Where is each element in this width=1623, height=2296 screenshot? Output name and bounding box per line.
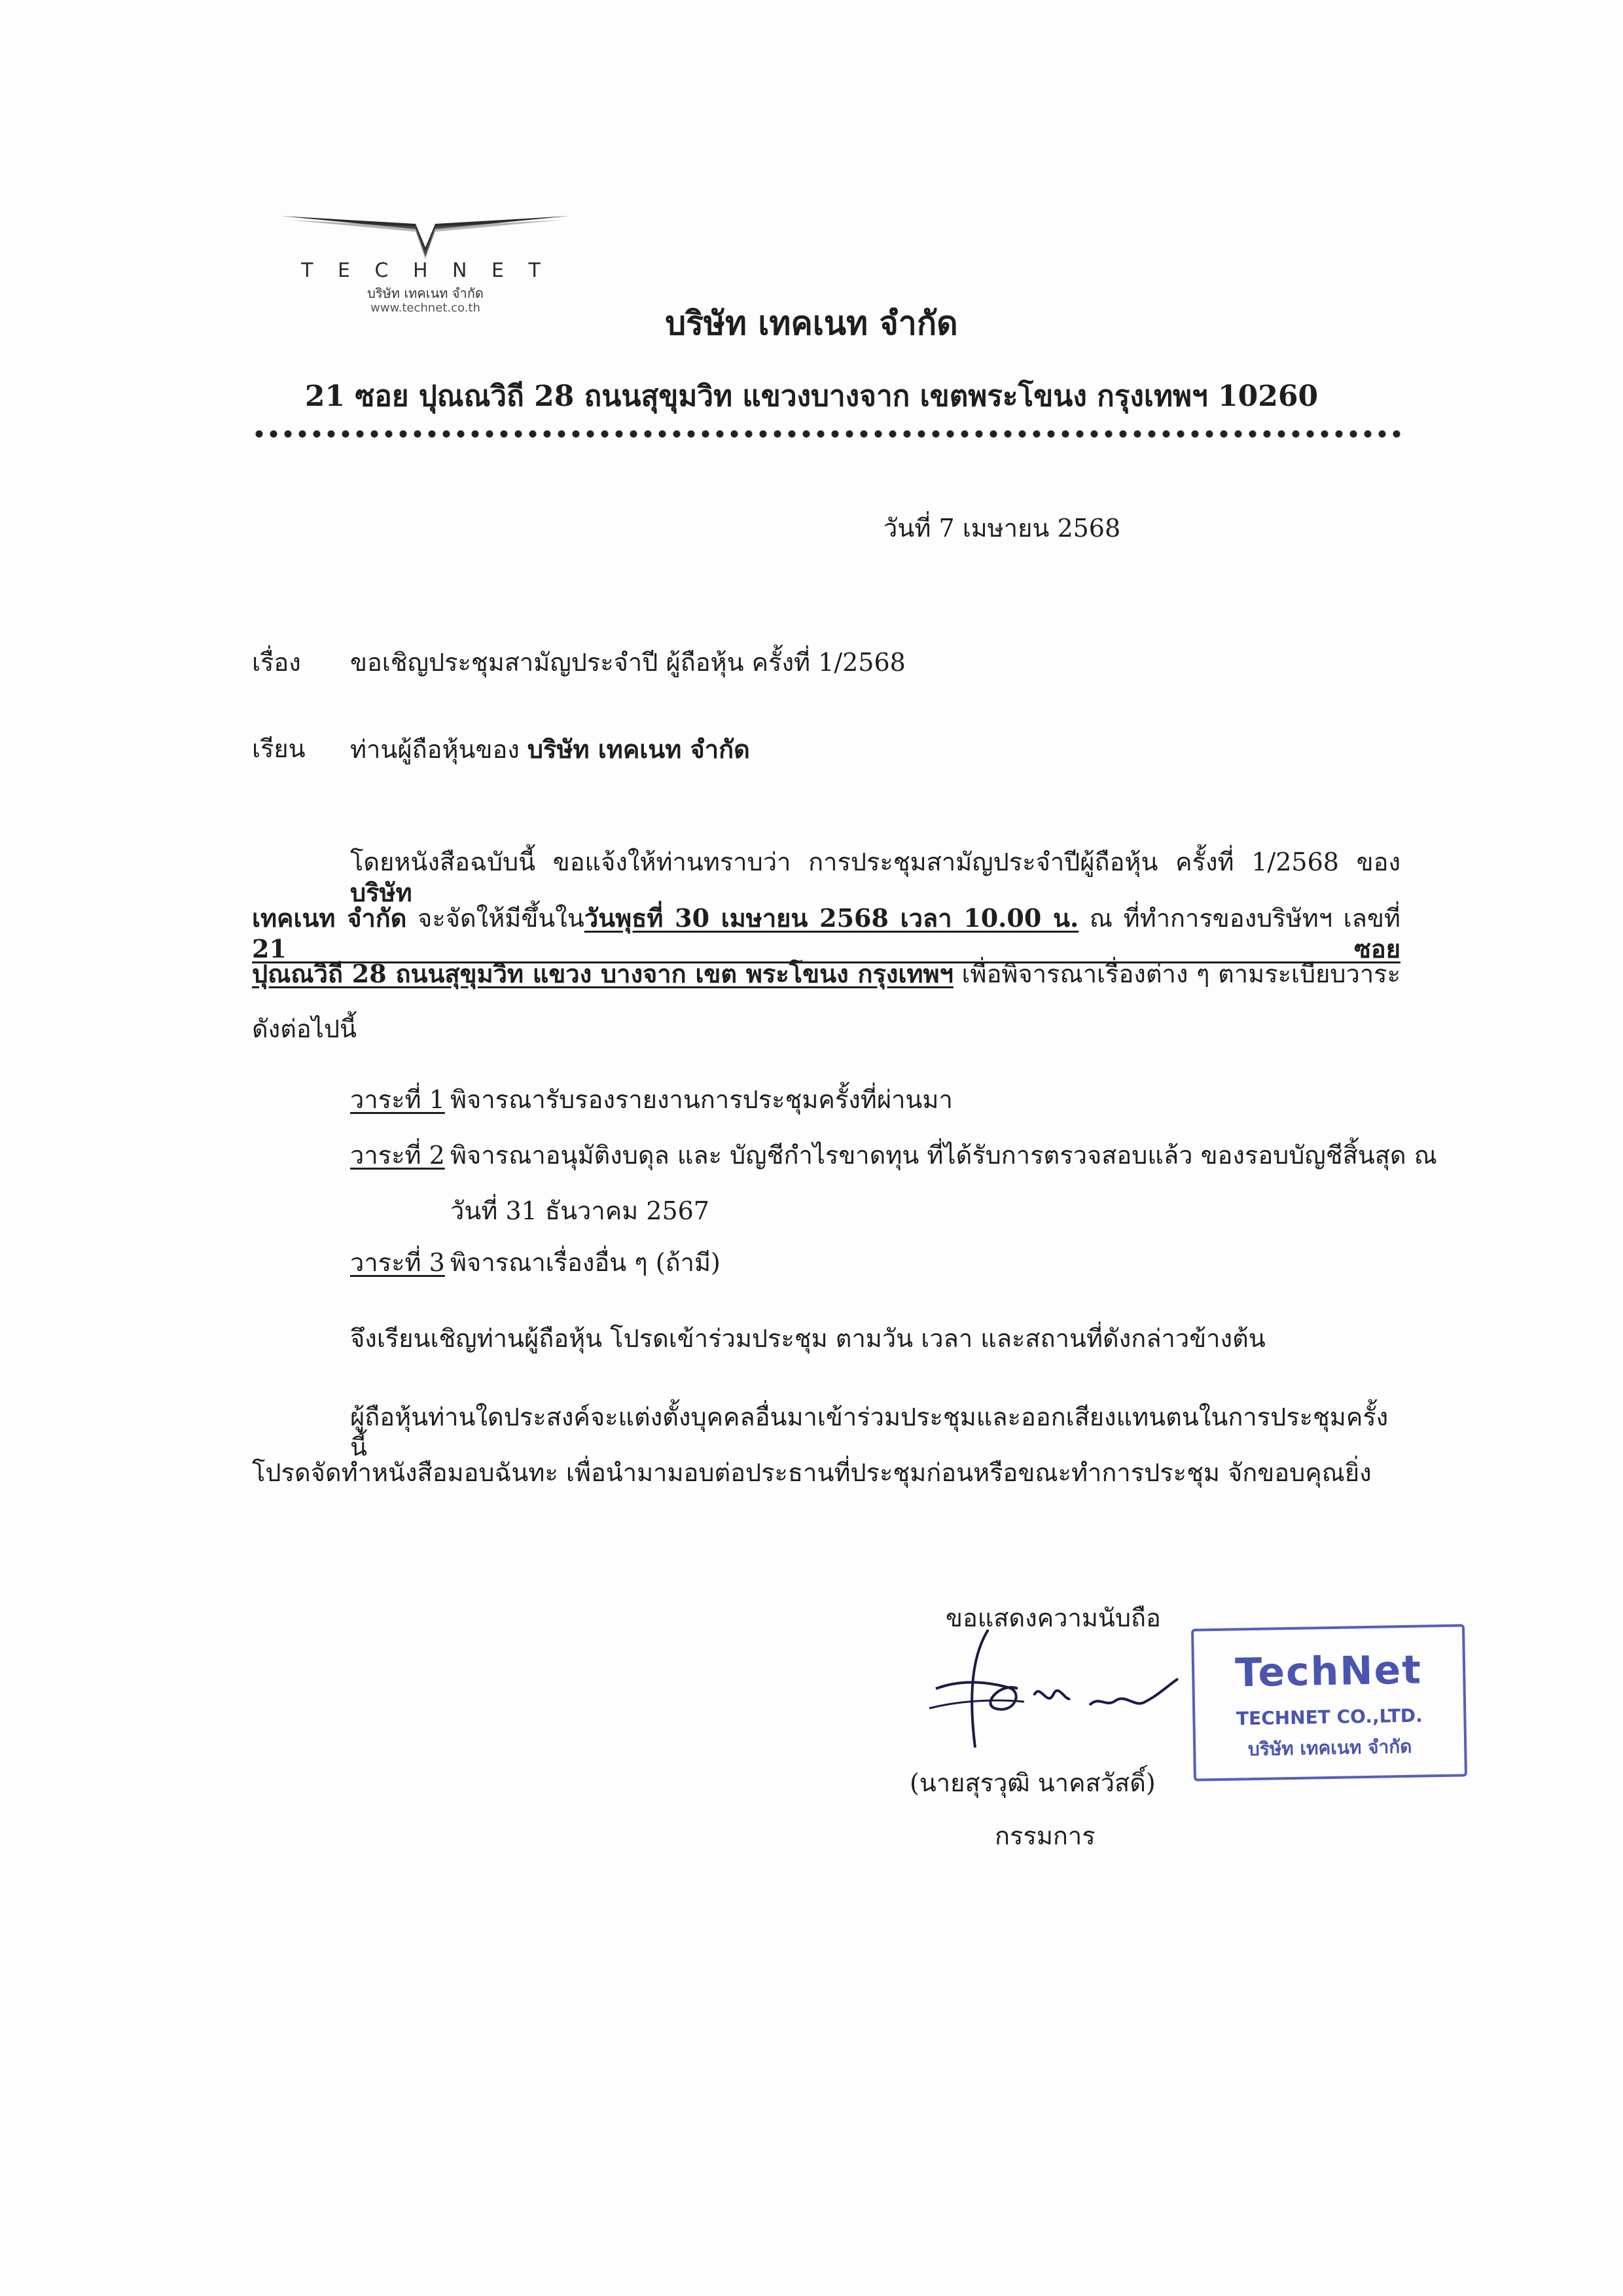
company-address: 21 ซอย ปุณณวิถี 28 ถนนสุขุมวิท แขวงบางจาก เขตพระโขนง กรุงเทพฯ 10260 [304, 380, 1319, 413]
p1-l3-after: เพื่อพิจารณาเรื่องต่าง ๆ ตามระเบียบวาระ [953, 960, 1401, 988]
logo-wordmark: T E C H N E T [301, 259, 550, 282]
document-date: วันที่ 7 เมษายน 2568 [883, 514, 1121, 543]
p1-l3-address: ปุณณวิถี 28 ถนนสุขุมวิท แขวง บางจาก เขต พระโขนง กรุงเทพฯ [252, 959, 954, 988]
stamp-company-th: บริษัท เทคเนท จำกัด [1247, 1735, 1412, 1761]
agenda-2-label: วาระที่ 2 [350, 1141, 445, 1170]
p1-l2-mid: จะจัดให้มีขึ้นใน [406, 904, 584, 933]
proxy-paragraph-line1: ผู้ถือหุ้นท่านใดประสงค์จะแต่งตั้งบุคคลอื่นมาเข้าร่วมประชุมและออกเสียงแทนตนในการประชุมครั้งนี้ [350, 1403, 1389, 1462]
logo-wing-icon [275, 209, 576, 262]
handwritten-signature [910, 1617, 1198, 1767]
regards: ขอแสดงความนับถือ [946, 1604, 1161, 1632]
subject-text: ขอเชิญประชุมสามัญประจำปี ผู้ถือหุ้น ครั้งที่ 1/2568 [350, 648, 906, 677]
recipient-label: เรียน [252, 734, 306, 763]
recipient-company: บริษัท เทคเนท จำกัด [527, 734, 750, 764]
recipient-text [350, 734, 750, 765]
closing-invitation: จึงเรียนเชิญท่านผู้ถือหุ้น โปรดเข้าร่วมประชุม ตามวัน เวลา และสถานที่ดังกล่าวข้างต้น [350, 1324, 1266, 1353]
agenda-3-label: วาระที่ 3 [350, 1248, 445, 1277]
stamp-logo: TechNet [1234, 1647, 1423, 1696]
stamp-company-en: TECHNET CO.,LTD. [1236, 1704, 1423, 1730]
logo-company-thai: บริษัท เทคเนท จำกัด [367, 285, 484, 301]
agenda-2-continuation: วันที่ 31 ธันวาคม 2567 [450, 1196, 709, 1225]
company-name: บริษัท เทคเนท จำกัด [665, 304, 958, 342]
agenda-1-text: พิจารณารับรองรายงานการประชุมครั้งที่ผ่านมา [450, 1085, 953, 1114]
dotted-divider [252, 429, 1400, 439]
agenda-3-text: พิจารณาเรื่องอื่น ๆ (ถ้ามี) [450, 1248, 721, 1277]
company-stamp [1191, 1624, 1467, 1781]
signer-name: (นายสุรวุฒิ นาคสวัสดิ์) [910, 1768, 1156, 1797]
meeting-datetime: วันพุธที่ 30 เมษายน 2568 เวลา 10.00 น. [584, 903, 1079, 933]
agenda-2-text: พิจารณาอนุมัติงบดุล และ บัญชีกำไรขาดทุน ที่ได้รับการตรวจสอบแล้ว ของรอบบัญชีสิ้นสุด ณ [450, 1141, 1437, 1170]
signer-position: กรรมการ [995, 1821, 1096, 1850]
p1-l1-bold: บริษัท [350, 877, 412, 907]
paragraph1-line2 [252, 903, 1400, 964]
paragraph1-line4: ดังต่อไปนี้ [252, 1014, 357, 1043]
proxy-paragraph-line2: โปรดจัดทำหนังสือมอบฉันทะ เพื่อนำมามอบต่อประธานที่ประชุมก่อนหรือขณะทำการประชุม จักขอบคุณยิ่ง [252, 1458, 1372, 1487]
p1-l2-company: เทคเนท จำกัด [252, 903, 407, 933]
logo-website: www.technet.co.th [370, 301, 480, 315]
recipient-prefix: ท่านผู้ถือหุ้นของ [350, 735, 527, 764]
paragraph1-line1 [350, 848, 1400, 908]
subject-label: เรื่อง [252, 648, 301, 677]
p1-l2-after: ณ ที่ทำการของบริษัทฯ เลขที่ [1079, 904, 1400, 933]
paragraph1-line3 [252, 959, 1400, 990]
p1-l2-address: 21 ซอย [252, 933, 1400, 963]
p1-l1-prefix: โดยหนังสือฉบับนี้ ขอแจ้งให้ท่านทราบว่า การประชุมสามัญประจำปีผู้ถือหุ้น ครั้งที่ 1/2568 ของ [350, 848, 1400, 876]
agenda-1-label: วาระที่ 1 [350, 1085, 445, 1114]
